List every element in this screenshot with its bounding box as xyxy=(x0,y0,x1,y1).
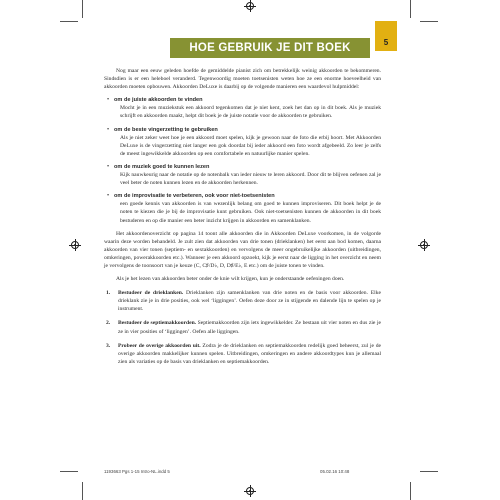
crop-mark xyxy=(410,0,411,18)
registration-mark-icon xyxy=(71,241,79,249)
crop-mark xyxy=(60,471,78,472)
bullet-icon: • xyxy=(107,163,110,170)
page-title: HOE GEBRUIK JE DIT BOEK xyxy=(189,42,351,54)
list-item-heading: om de juiste akkoorden te vinden xyxy=(114,97,203,104)
crop-mark xyxy=(420,471,438,472)
step-lead: Bestudeer de drieklanken. xyxy=(118,290,184,297)
print-slug-timestamp: 05.02.16 10:48 xyxy=(320,469,350,474)
list-item-body: Als je niet zeker weet hoe je een akkoord moet spelen, kijk je gewoon naar de foto die erbij hoort. Met Akkoorden DeLuxe is de vingerzetting niet langer een gok doordat bij ieder akkoord een foto wordt afgebeeld. Zo leer je zelfs de meest ingewikkelde akkoorden op een comfortabele en natuurlijke manier spelen. xyxy=(120,134,381,157)
numbered-item xyxy=(104,289,381,313)
list-item-body: Mocht je in een muziekstuk een akkoord tegenkomen dat je niet kent, zoek het dan op in dit boek. Als je muziek schrijft en akkoorden maakt, helpt dit boek je de juiste notatie voor de akkoorden te gebruiken. xyxy=(120,105,381,120)
numbered-item xyxy=(104,342,381,366)
list-item-heading: om de improvisatie te verbeteren, ook voor niet-toetsenisten xyxy=(114,193,275,200)
list-item xyxy=(104,96,381,120)
list-item-body: Kijk nauwkeurig naar de notatie op de notenbalk van ieder nieuw te leren akkoord. Door dit te blijven oefenen zal je veel beter de noten kunnen lezen en de akkoorden herkennen. xyxy=(120,172,381,187)
bullet-icon: • xyxy=(107,97,110,104)
step-body: Drieklanken zijn samenklanken van drie noten en de basis voor akkoorden. Elke drieklank zie je in drie posities, ook wel ‘liggingen’. Oefen deze door ze in stijgende en dalende lijn te spelen op je instrument. xyxy=(118,290,381,313)
bullet-icon: • xyxy=(107,193,110,200)
step-body: Zodra je de drieklanken en septiemakkoorden redelijk goed beheerst, zul je de overige akkoorden makkelijker kunnen spelen. Uitbreidingen, omkeringen en andere akkoordtypes kun je allemaal zien als variaties op de basis van drieklanken en septiemakkoorden. xyxy=(118,342,381,365)
crop-mark xyxy=(82,482,83,500)
numbered-item xyxy=(104,319,381,335)
step-number: 2. xyxy=(106,320,111,327)
crop-mark xyxy=(410,482,411,500)
list-item-heading: om de muziek goed te kunnen lezen xyxy=(114,163,210,170)
overview-paragraph: Het akkoordenoverzicht op pagina 14 toont alle akkoorden die in Akkoorden DeLuxe voorkomen, in de volgorde waarin deze worden behandeld. Je zult zien dat akkoorden van drie tonen (drieklanken) het eerst aan bod komen, daarna akkoorden van vier tonen (septiem- en sextakkoorden) en vervolgens de meer ongebruikelijke akkoorden (uitbreidingen, omkeringen, powerakkoorden etc.). Wanneer je een akkoord opzoekt, kijk je eerst naar de ligging in het overzicht en neem je vervolgens de toonsoort van je keuze (C, C♯/D♭, D, D♯/E♭, E etc.) om de juiste tonen te vinden. xyxy=(104,230,381,269)
page-number-tab xyxy=(375,21,397,51)
step-lead: Bestudeer de septiemakkoorden. xyxy=(118,320,197,327)
step-number: 3. xyxy=(106,342,111,349)
list-item-heading: om de beste vingerzetting te gebruiken xyxy=(114,126,218,133)
page-body xyxy=(104,67,381,372)
practice-intro: Als je het lezen van akkoorden beter onder de knie wilt krijgen, kun je onderstaande oefeningen doen. xyxy=(116,276,345,283)
numbered-list xyxy=(104,289,381,366)
list-item-body: een goede kennis van akkoorden is van wezenlijk belang om goed te kunnen improviseren. Dit boek helpt je de noten te kiezen die je bij de improvisatie kunt gebruiken. Ook niet-toetsenisten kunnen de akkoorden in dit boek bestuderen en op die manier een beter inzicht krijgen in akkoorden en samenklanken. xyxy=(120,201,381,224)
bullet-icon: • xyxy=(107,126,110,133)
crop-mark xyxy=(60,21,78,22)
step-number: 1. xyxy=(106,290,111,297)
list-item xyxy=(104,163,381,187)
crop-mark xyxy=(420,21,438,22)
step-lead: Probeer de overige akkoorden uit. xyxy=(118,342,201,349)
list-item xyxy=(104,192,381,224)
registration-mark-icon xyxy=(246,2,254,10)
page-title-bar xyxy=(170,38,370,58)
bullet-list xyxy=(104,96,381,224)
crop-mark xyxy=(82,0,83,18)
list-item xyxy=(104,126,381,158)
step-body: Septiemakkoorden zijn iets ingewikkelder. Ze bestaan uit vier noten en dus zie je ze in vier posities of ‘liggingen’. Oefen alle liggingen. xyxy=(118,320,381,335)
registration-mark-icon xyxy=(420,241,428,249)
page-number: 5 xyxy=(383,38,389,47)
registration-mark-icon xyxy=(246,487,254,495)
print-slug-file: 1193663 Pgs 1-15 Intro-NL.indd 5 xyxy=(104,469,170,474)
intro-paragraph: Nog maar een eeuw geleden hoefde de gemiddelde pianist zich om betrekkelijk weinig akkoorden te bekommeren. Sindsdien is er een heleboel veranderd. Tegenwoordig moeten toetsenisten weten hoe ze een enorme hoeveelheid van akkoorden moeten opbouwen. Akkoorden DeLuxe is daarbij op de volgende manieren een waardevol hulpmiddel: xyxy=(104,68,381,91)
